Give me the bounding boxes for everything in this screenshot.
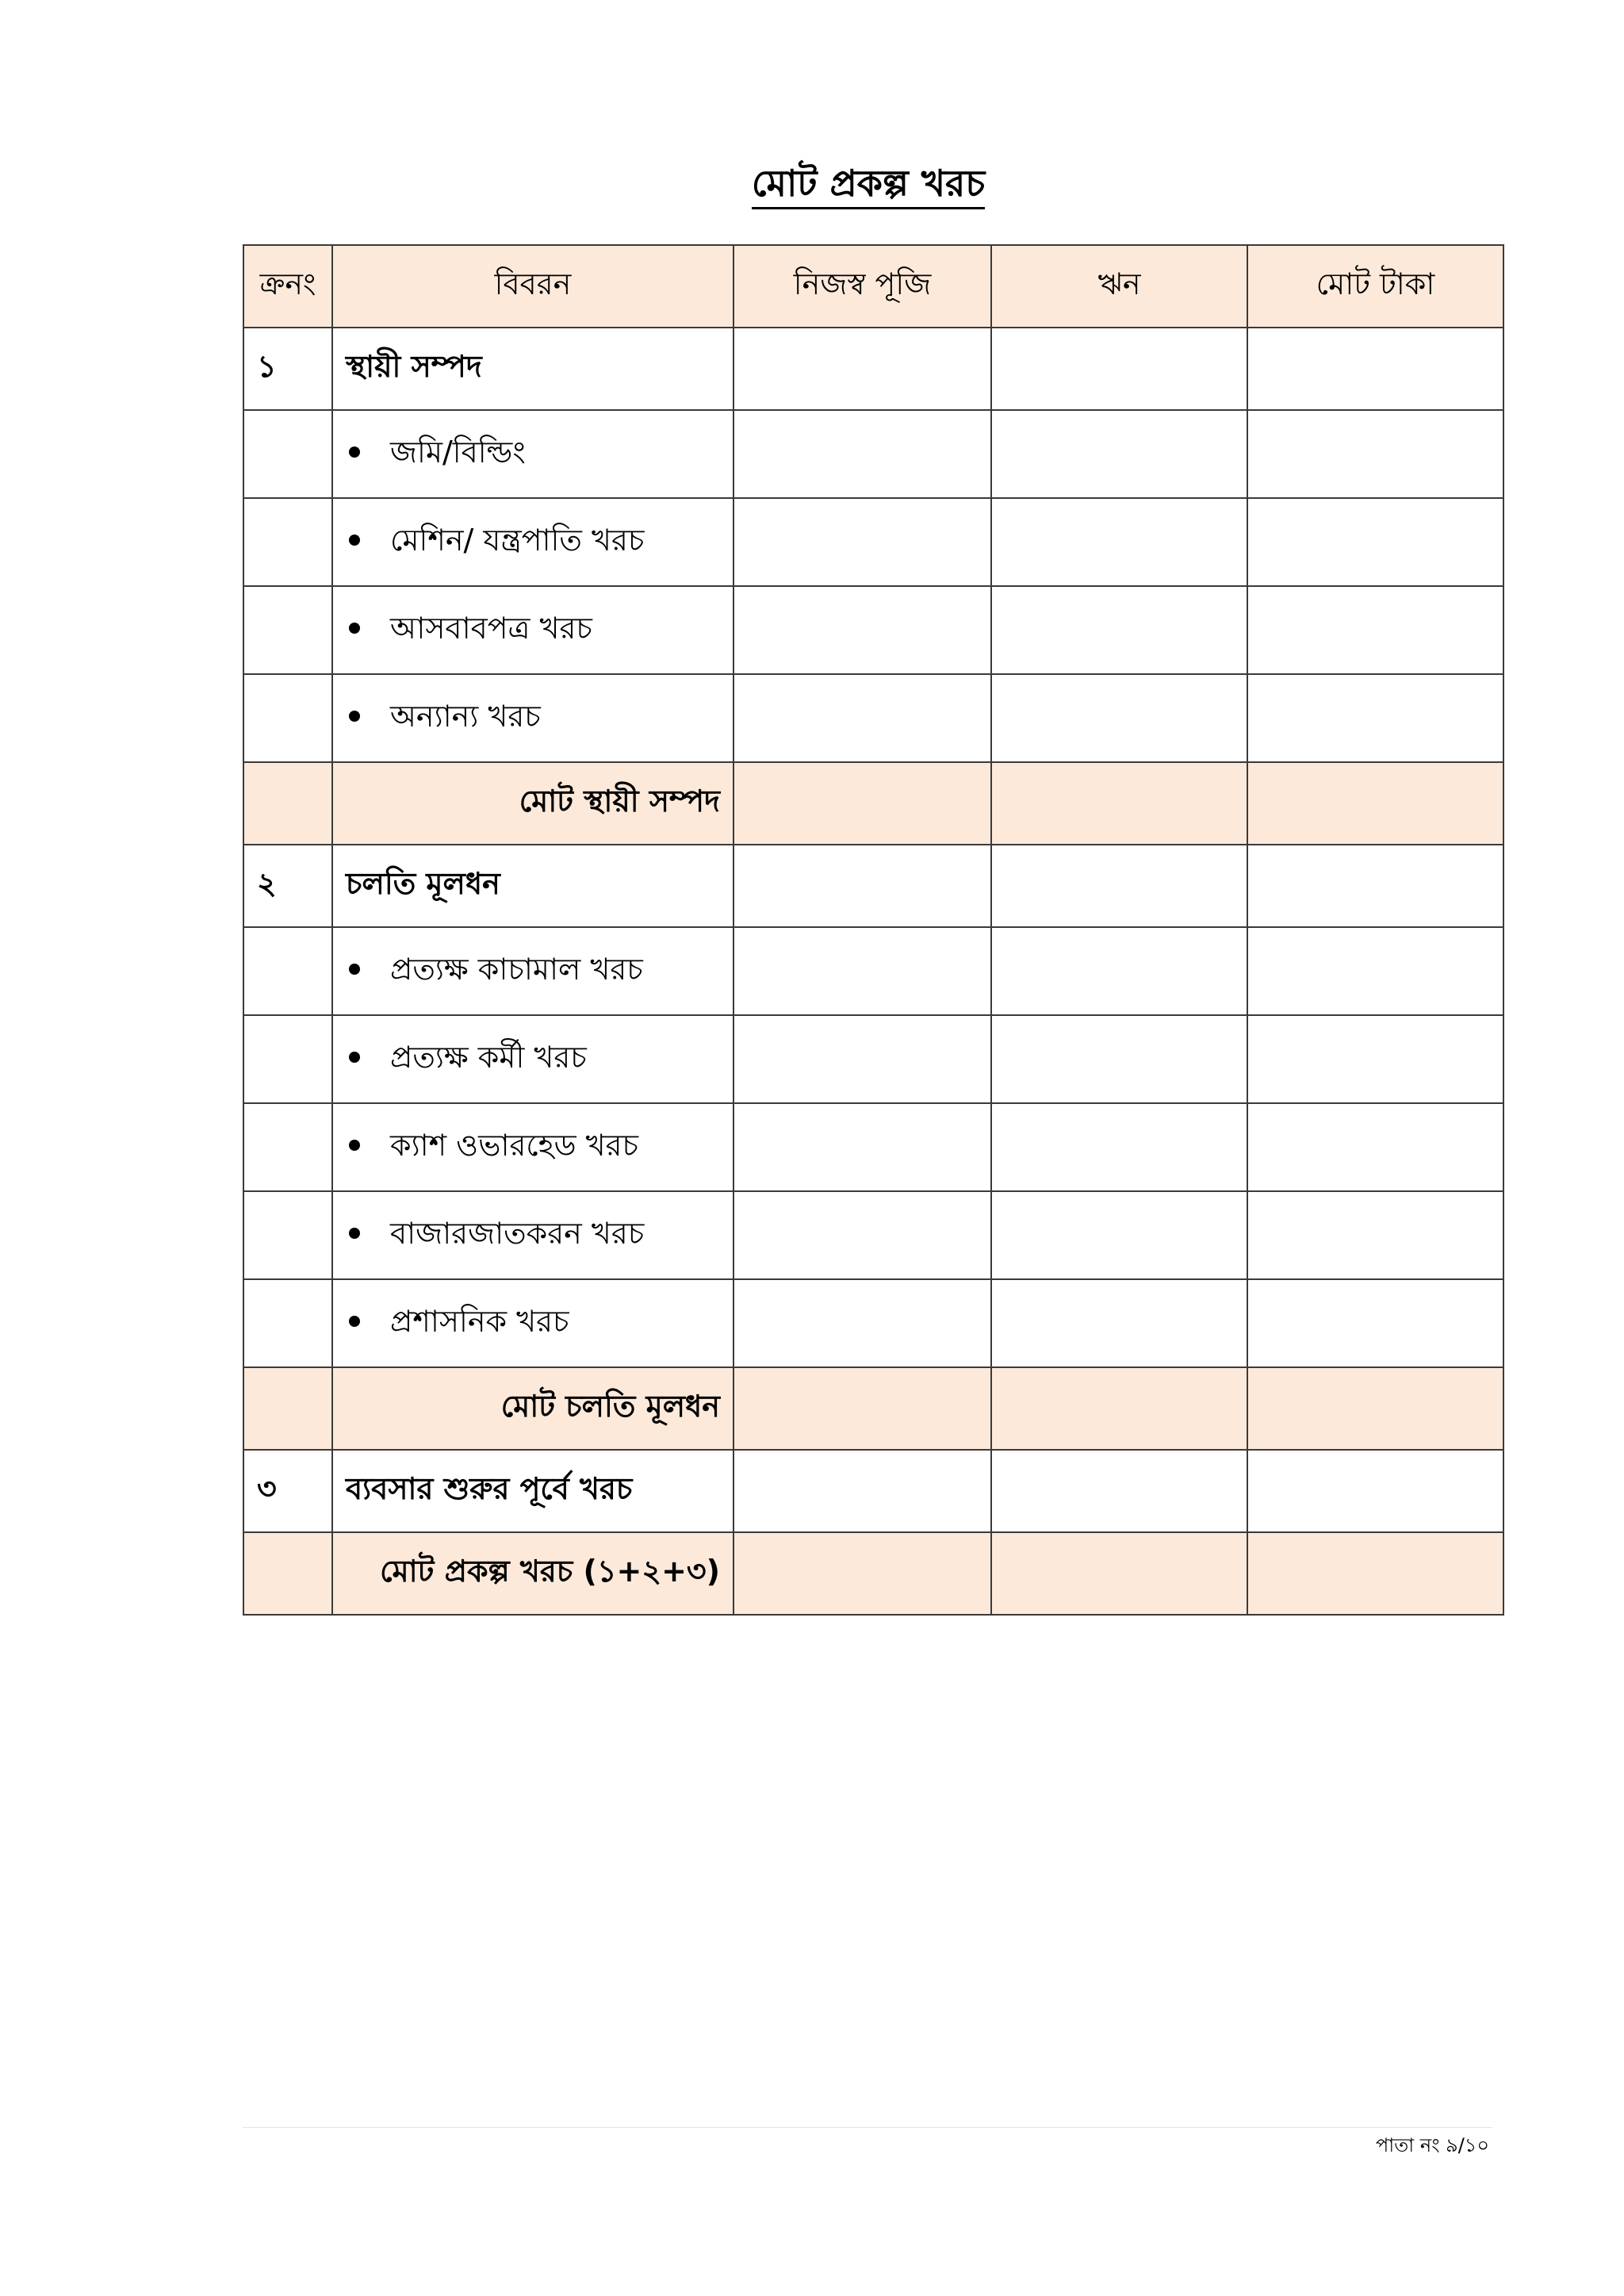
total-amount-cell <box>1247 1450 1503 1532</box>
description-cell <box>332 1103 733 1191</box>
table-row <box>243 927 1503 1015</box>
loan-cell <box>991 498 1247 586</box>
total-amount-cell <box>1247 845 1503 927</box>
own-capital-cell <box>733 845 991 927</box>
total-amount-cell <box>1247 1103 1503 1191</box>
loan-cell <box>991 410 1247 498</box>
bullet-icon <box>349 623 360 634</box>
own-capital-cell <box>733 674 991 762</box>
serial-cell <box>243 1279 332 1367</box>
serial-cell <box>243 1367 332 1450</box>
total-amount-cell <box>1247 1015 1503 1103</box>
own-capital-cell <box>733 1450 991 1532</box>
loan-cell <box>991 1015 1247 1103</box>
description-cell <box>332 1450 733 1532</box>
total-row <box>243 762 1503 845</box>
loan-cell <box>991 1103 1247 1191</box>
table-row <box>243 1103 1503 1191</box>
header-loan: ঋন <box>991 245 1247 328</box>
description-cell <box>332 498 733 586</box>
header-own-capital: নিজস্ব পূজি <box>733 245 991 328</box>
own-capital-cell <box>733 927 991 1015</box>
own-capital-cell <box>733 1532 991 1615</box>
loan-cell <box>991 1191 1247 1279</box>
total-row <box>243 1367 1503 1450</box>
header-total-amount: মোট টাকা <box>1247 245 1503 328</box>
loan-cell <box>991 1279 1247 1367</box>
serial-cell <box>243 1103 332 1191</box>
serial-cell <box>243 674 332 762</box>
description-cell <box>332 762 733 845</box>
description-cell <box>332 410 733 498</box>
footer-divider <box>243 2127 1492 2128</box>
total-amount-cell <box>1247 410 1503 498</box>
own-capital-cell <box>733 1103 991 1191</box>
description-cell <box>332 1191 733 1279</box>
loan-cell <box>991 1450 1247 1532</box>
total-amount-cell <box>1247 1532 1503 1615</box>
description-label: বাজারজাতকরন খরচ <box>390 1215 645 1251</box>
description-label: মেশিন/ যন্ত্রপাতি খরচ <box>390 522 645 558</box>
description-label: মোট স্থায়ী সম্পদ <box>519 784 720 818</box>
serial-cell <box>243 498 332 586</box>
description-label: আসবাবপত্র খরচ <box>390 610 592 646</box>
total-row <box>243 1532 1503 1615</box>
description-cell <box>332 1279 733 1367</box>
total-amount-cell <box>1247 498 1503 586</box>
total-amount-cell <box>1247 927 1503 1015</box>
description-label: প্রত্যক্ষ কর্মী খরচ <box>390 1039 587 1075</box>
serial-cell <box>243 586 332 674</box>
own-capital-cell <box>733 1367 991 1450</box>
serial-cell <box>243 1532 332 1615</box>
page-title <box>0 155 1624 211</box>
description-cell <box>332 328 733 410</box>
own-capital-cell <box>733 410 991 498</box>
total-amount-cell <box>1247 1191 1503 1279</box>
serial-cell <box>243 410 332 498</box>
loan-cell <box>991 586 1247 674</box>
description-label: অন্যান্য খরচ <box>390 698 541 734</box>
header-description: বিবরন <box>332 245 733 328</box>
own-capital-cell <box>733 1191 991 1279</box>
bullet-icon <box>349 1228 360 1239</box>
own-capital-cell <box>733 328 991 410</box>
description-cell <box>332 1015 733 1103</box>
bullet-icon <box>349 447 360 458</box>
project-cost-table <box>243 244 1504 1616</box>
header-serial: ক্রনং <box>243 245 332 328</box>
bullet-icon <box>349 1316 360 1327</box>
section-row <box>243 1450 1503 1532</box>
total-amount-cell <box>1247 762 1503 845</box>
table-row <box>243 1279 1503 1367</box>
description-label: ব্যবসার শুরুর পূর্বে খরচ <box>346 1471 633 1506</box>
table-row <box>243 1015 1503 1103</box>
page-number: পাতা নং ৯/১০ <box>1376 2134 1489 2156</box>
own-capital-cell <box>733 586 991 674</box>
total-amount-cell <box>1247 674 1503 762</box>
loan-cell <box>991 328 1247 410</box>
serial-cell: ১ <box>243 328 332 410</box>
serial-cell: ২ <box>243 845 332 927</box>
own-capital-cell <box>733 1279 991 1367</box>
table-row <box>243 1191 1503 1279</box>
bullet-icon <box>349 1140 360 1151</box>
description-cell <box>332 845 733 927</box>
own-capital-cell <box>733 762 991 845</box>
table-header-row <box>243 245 1503 328</box>
page-title-text: মোট প্রকল্প খরচ <box>752 159 985 209</box>
description-label: প্রশাসনিক খরচ <box>390 1303 569 1339</box>
total-amount-cell <box>1247 1367 1503 1450</box>
description-label: ক্যাশ ওভারহেড খরচ <box>390 1127 639 1163</box>
bullet-icon <box>349 964 360 975</box>
bullet-icon <box>349 535 360 546</box>
description-cell <box>332 1532 733 1615</box>
own-capital-cell <box>733 1015 991 1103</box>
description-label: প্রত্যক্ষ কাচামাল খরচ <box>390 951 643 987</box>
total-amount-cell <box>1247 586 1503 674</box>
serial-cell <box>243 927 332 1015</box>
table-row <box>243 586 1503 674</box>
table-body <box>243 328 1503 1615</box>
own-capital-cell <box>733 498 991 586</box>
section-row <box>243 328 1503 410</box>
serial-cell: ৩ <box>243 1450 332 1532</box>
description-cell <box>332 1367 733 1450</box>
description-label: মোট প্রকল্প খরচ (১+২+৩) <box>380 1554 720 1589</box>
description-cell <box>332 586 733 674</box>
total-amount-cell <box>1247 1279 1503 1367</box>
loan-cell <box>991 927 1247 1015</box>
table-row <box>243 498 1503 586</box>
description-cell <box>332 674 733 762</box>
loan-cell <box>991 762 1247 845</box>
description-label: মোট চলতি মূলধন <box>500 1389 720 1424</box>
description-label: জমি/বিল্ডিং <box>390 434 526 470</box>
serial-cell <box>243 1015 332 1103</box>
loan-cell <box>991 1367 1247 1450</box>
description-label: স্থায়ী সম্পদ <box>346 349 482 384</box>
section-row <box>243 845 1503 927</box>
total-amount-cell <box>1247 328 1503 410</box>
serial-cell <box>243 762 332 845</box>
loan-cell <box>991 845 1247 927</box>
loan-cell <box>991 674 1247 762</box>
description-cell <box>332 927 733 1015</box>
loan-cell <box>991 1532 1247 1615</box>
serial-cell <box>243 1191 332 1279</box>
bullet-icon <box>349 711 360 722</box>
table-row <box>243 674 1503 762</box>
bullet-icon <box>349 1052 360 1063</box>
table-row <box>243 410 1503 498</box>
description-label: চলতি মূলধন <box>346 866 500 901</box>
